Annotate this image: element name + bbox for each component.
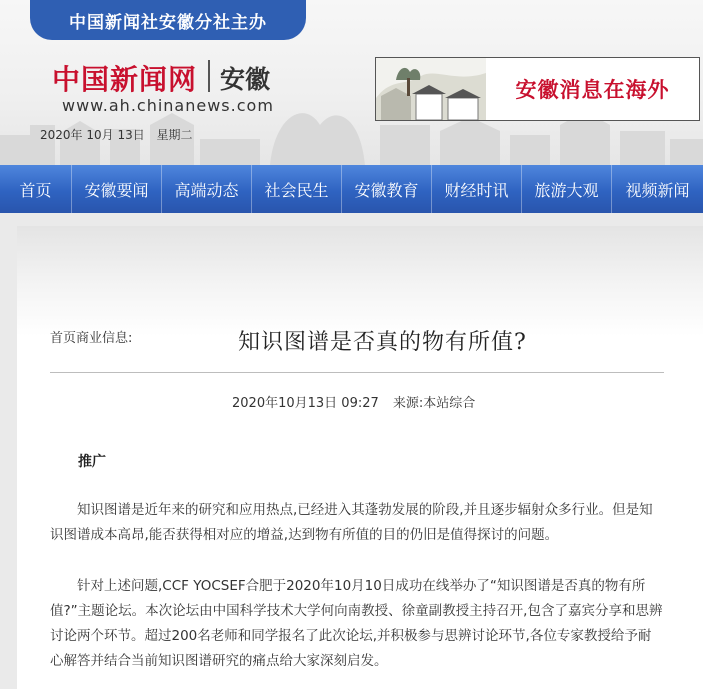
breadcrumb[interactable]: 首页商业信息: — [50, 331, 133, 346]
banner-text: 安徽消息在海外 — [515, 78, 670, 102]
landscape-illustration — [376, 58, 486, 120]
promo-label: 推广 — [78, 454, 106, 470]
article-paragraph: 针对上述问题,CCF YOCSEF合肥于2020年10月10日成功在线举办了“知识图谱是否真的物有所值?”主题论坛。本次论坛由中国科学技术大学何向南教授、徐童副教授主持召开,包含了嘉宾分享和思辨讨论两个环节。超过200名老师和同学报名了此次论坛,并积极参与思辨讨论环节,各位专家教授给予耐心解答并结合当前知识图谱研究的痛点给大家深刻启发。 — [50, 578, 663, 669]
article-source: 来源:本站综合 — [392, 396, 476, 411]
nav-item-home[interactable]: 首页 — [0, 165, 72, 213]
article-datetime: 2020年10月13日 09:27 — [232, 396, 379, 411]
site-logo[interactable]: 中国新闻网 — [52, 63, 198, 96]
nav-item-video[interactable]: 视频新闻 — [625, 180, 690, 200]
nav-item-anhui-news[interactable]: 安徽要闻 — [72, 165, 162, 213]
main-nav — [0, 165, 703, 213]
article-title: 知识图谱是否真的物有所值? — [238, 330, 527, 355]
nav-item-highend[interactable]: 高端动态 — [162, 165, 252, 213]
header-banner[interactable] — [375, 57, 700, 121]
sponsor-tab[interactable]: 中国新闻社安徽分社主办 — [30, 0, 306, 40]
title-divider — [50, 372, 664, 373]
logo-divider — [208, 60, 210, 92]
site-header — [0, 0, 703, 165]
article-meta — [232, 392, 475, 411]
site-url: www.ah.chinanews.com — [62, 96, 274, 115]
nav-item-finance[interactable]: 财经时讯 — [432, 165, 522, 213]
logo-region[interactable]: 安徽 — [220, 65, 271, 94]
current-weekday: 星期二 — [156, 128, 193, 142]
nav-item-society[interactable]: 社会民生 — [252, 165, 342, 213]
date-line — [40, 126, 193, 143]
article-paragraph: 知识图谱是近年来的研究和应用热点,已经进入其蓬勃发展的阶段,并且逐步辐射众多行业。但是知识图谱成本高昂,能否获得相对应的增益,达到物有所值的目的仍旧是值得探讨的问题。 — [50, 502, 653, 543]
nav-item-travel[interactable]: 旅游大观 — [522, 165, 612, 213]
current-date: 2020年 10月 13日 — [40, 128, 145, 142]
nav-item-education[interactable]: 安徽教育 — [342, 165, 432, 213]
